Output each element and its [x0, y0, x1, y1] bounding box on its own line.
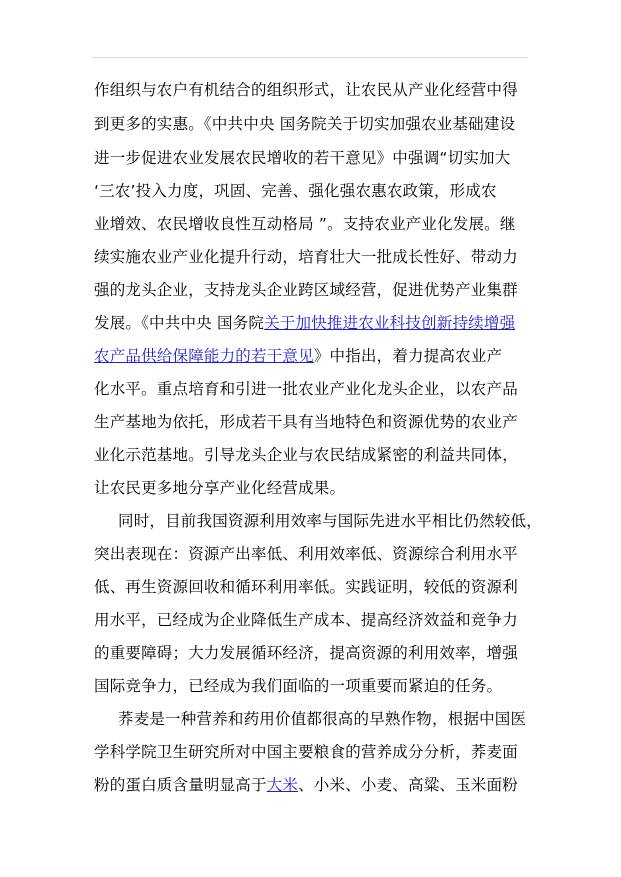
text-line: 荞麦是一种营养和药用价值都很高的早熟作物，根据中国医: [118, 710, 527, 728]
text-line: ‘三农’投入力度，巩固、完善、强化强农惠农政策，形成农: [94, 182, 497, 200]
text-line: 强的龙头企业，支持龙头企业跨区域经营，促进优势产业集群: [94, 281, 518, 299]
text-line: 让农民更多地分享产业化经营成果。: [94, 479, 346, 497]
text-line: 作组织与农户有机结合的组织形式，让农民从产业化经营中得: [94, 81, 518, 99]
text-line: 到更多的实惠。《中共中央 国务院关于切实加强农业基础建设: [94, 115, 516, 133]
text-segment: 、小米、小麦、高粱、玉米面粉: [298, 776, 518, 794]
text-line: [94, 775, 518, 795]
text-line: 进一步促进农业发展农民增收的若干意见》中强调“切实加大: [94, 149, 511, 167]
header-rule: [92, 57, 528, 58]
policy-document-link[interactable]: 关于加快推进农业科技创新持续增强: [264, 314, 516, 332]
text-line: 业化示范基地。引导龙头企业与农民结成紧密的利益共同体，: [94, 446, 518, 464]
text-line: 学科学院卫生研究所对中国主要粮食的营养成分分析，荞麦面: [94, 743, 518, 761]
text-segment: 发展。《中共中央 国务院: [94, 314, 265, 332]
text-line: [94, 313, 515, 333]
text-segment: 粉的蛋白质含量明显高于: [94, 776, 267, 794]
text-line: 同时，目前我国资源利用效率与国际先进水平相比仍然较低，: [118, 512, 542, 530]
policy-document-link-continued[interactable]: 农产品供给保障能力的若干意见: [94, 347, 314, 365]
text-segment: 》中指出，着力提高农业产: [313, 347, 503, 365]
text-line: 低、再生资源回收和循环利用率低。实践证明，较低的资源利: [94, 578, 518, 596]
rice-link[interactable]: 大米: [266, 776, 299, 794]
text-line: 续实施农业产业化提升行动，培育壮大一批成长性好、带动力: [94, 248, 518, 266]
text-line: 业增效、农民增收良性互动格局 ”。支持农业产业化发展。继: [94, 215, 516, 233]
text-line: 生产基地为依托，形成若干具有当地特色和资源优势的农业产: [94, 413, 518, 431]
text-line: 突出表现在：资源产出率低、利用效率低、资源综合利用水平: [94, 545, 518, 563]
text-line: 的重要障碍；大力发展循环经济，提高资源的利用效率，增强: [94, 644, 518, 662]
text-line: 用水平，已经成为企业降低生产成本、提高经济效益和竞争力: [94, 611, 518, 629]
text-line: 化水平。重点培育和引进一批农业产业化龙头企业，以农产品: [94, 380, 518, 398]
text-line: [94, 346, 502, 366]
text-line: 国际竞争力，已经成为我们面临的一项重要而紧迫的任务。: [94, 677, 503, 695]
